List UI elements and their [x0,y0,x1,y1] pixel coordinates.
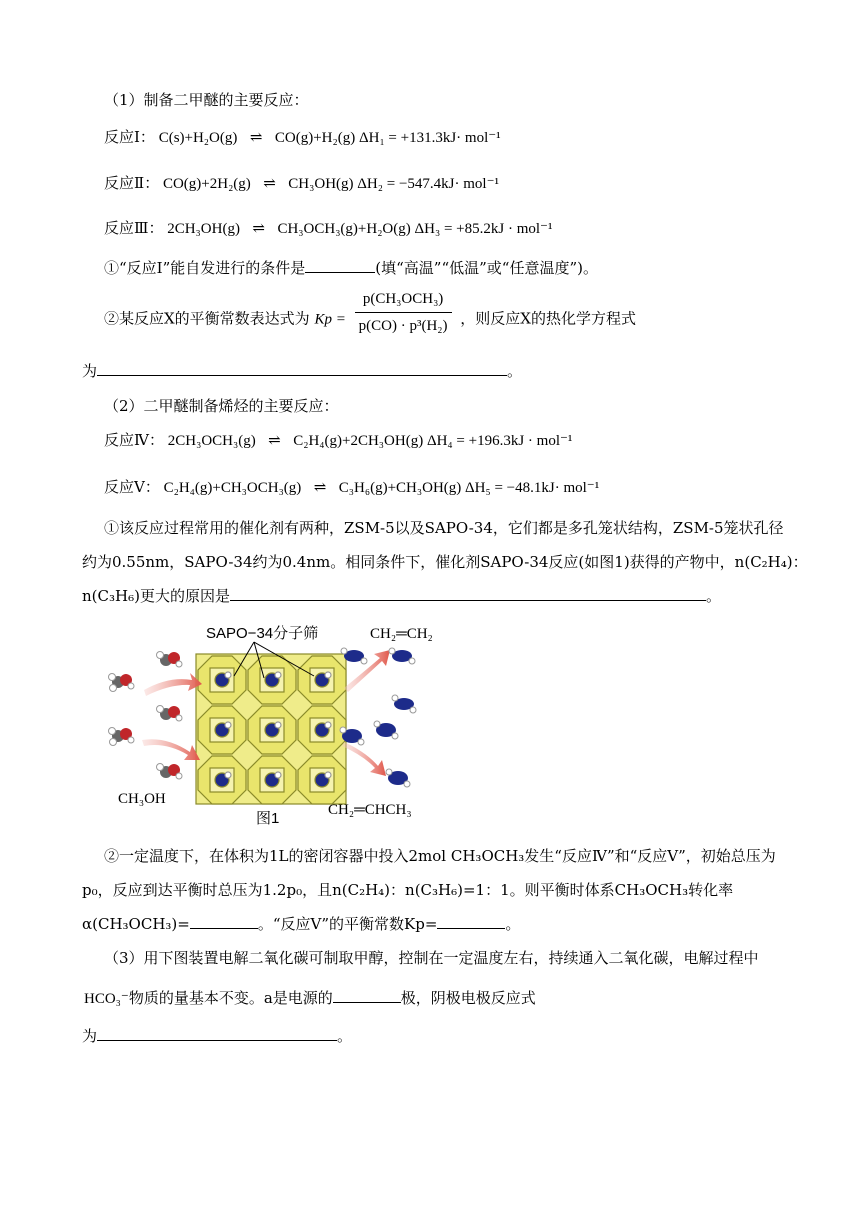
figure-sapo34-molecular-sieve [104,618,464,828]
methanol-label: CH₃OH [118,791,166,807]
reaction-2-enthalpy: ΔH₂ = −547.4kJ· mol⁻¹ [357,176,499,192]
reaction-1-enthalpy: ΔH₁ = +131.3kJ· mol⁻¹ [358,130,501,146]
reaction-1-right: CO(g)+H₂(g) [274,130,356,146]
sieve-cages [196,654,346,804]
bicarbonate-ion: HCO₃⁻ [84,991,129,1007]
section2-heading: （2）二甲醚制备烯烃的主要反应： [104,397,339,415]
section1-heading: （1）制备二甲醚的主要反应： [104,91,309,109]
sieve-label: SAPO−34分子筛 [206,625,319,642]
question-2b-kp: 。“反应Ⅴ”的平衡常数Kp= [257,915,438,933]
question-2b-line1: ②一定温度下，在体积为1L的密闭容器中投入2mol CH₃OCH₃发生“反应Ⅳ”和“反应Ⅴ”，初始总压为 [104,847,776,865]
section3-post: 极，阴极电极反应式 [400,989,536,1007]
reaction-5 [104,478,599,498]
section3-end: 。 [337,1027,353,1045]
trapped-molecule-h [225,722,231,728]
section3-line2 [84,988,536,1009]
reaction-2-right: CH₃OH(g) [288,176,354,192]
reaction-3-label: 反应Ⅲ： [104,221,164,237]
reaction-3 [104,219,552,239]
trapped-molecule-h [325,772,331,778]
question-2b-alpha: α(CH₃OCH₃)= [82,915,190,933]
trapped-molecule-h [225,672,231,678]
trapped-molecule-h [275,672,281,678]
question-2b-end: 。 [505,915,521,933]
answer-blank-thermo-equation[interactable] [97,361,507,376]
methanol-molecules [109,652,183,780]
equilibrium-arrow-icon: ⇌ [268,433,281,449]
answer-blank-spontaneous[interactable] [305,258,375,273]
answer-blank-electrode[interactable] [333,988,401,1003]
sieve-diagram [104,618,464,828]
equilibrium-arrow-icon: ⇌ [313,480,327,496]
reaction-5-right: C₃H₆(g)+CH₃OH(g) [338,480,462,496]
reaction-5-label: 反应Ⅴ： [104,480,160,496]
kp-fraction [355,288,452,337]
equilibrium-arrow-icon: ⇌ [263,176,276,192]
ethylene-label: CH₂═CH₂ [370,626,433,642]
reaction-1 [104,128,501,148]
equilibrium-arrow-icon: ⇌ [249,130,263,146]
trapped-molecule-h [275,722,281,728]
section3-prefix: 为 [82,1027,98,1045]
question-2b-line2: p₀，反应到达平衡时总压为1.2p₀，且n(C₂H₄)：n(C₃H₆)=1：1。则平衡时体系CH₃OCH₃转化率 [82,881,734,899]
trapped-molecule-h [275,772,281,778]
kp-denominator: p(CO) · p³(H₂) [358,318,448,334]
question-1b-prefix: 为 [82,362,98,380]
answer-blank-kp[interactable] [437,914,505,929]
kp-numerator: p(CH₃OCH₃) [355,288,452,313]
answer-blank-conversion[interactable] [190,914,258,929]
question-2a-line3 [82,586,721,606]
kp-symbol: Kp = [314,311,346,328]
question-1b-text: ②某反应X的平衡常数表达式为 [104,309,310,328]
reaction-3-left: 2CH₃OH(g) [167,221,240,237]
question-2a-prefix: n(C₃H₆)更大的原因是 [82,587,230,605]
reaction-3-right: CH₃OCH₃(g)+H₂O(g) [277,221,411,237]
section3-mid: 物质的量基本不变。a是电源的 [128,989,333,1007]
section3-line3 [82,1026,352,1046]
reaction-2-left: CO(g)+2H₂(g) [162,176,251,192]
trapped-molecule-h [325,722,331,728]
reaction-1-left: C(s)+H₂O(g) [158,130,238,146]
figure-caption: 图1 [256,810,280,827]
question-1b [104,291,636,337]
question-1a-text: ①“反应Ⅰ”能自发进行的条件是 [104,259,306,277]
equilibrium-arrow-icon: ⇌ [252,221,265,237]
question-2b-line3 [82,914,520,934]
answer-blank-cathode-reaction[interactable] [97,1026,337,1041]
question-1a-hint: (填“高温”“低温”或“任意温度”)。 [375,259,598,277]
propene-label: CH₂═CHCH₃ [328,802,412,818]
reaction-2-label: 反应Ⅱ： [104,176,160,192]
reaction-4-right: C₂H₄(g)+2CH₃OH(g) [293,433,424,449]
reaction-4-label: 反应Ⅳ： [104,433,164,449]
trapped-molecule-h [225,772,231,778]
reaction-3-enthalpy: ΔH₃ = +85.2kJ · mol⁻¹ [414,221,553,237]
question-2a-line1: ①该反应过程常用的催化剂有两种，ZSM-5以及SAPO-34，它们都是多孔笼状结构，ZSM-5笼状孔径 [104,519,784,537]
reaction-1-label: 反应Ⅰ： [104,130,155,146]
question-1a [104,258,598,278]
reaction-5-enthalpy: ΔH₅ = −48.1kJ· mol⁻¹ [465,480,600,496]
question-1b-end: 。 [507,362,523,380]
section3-line1: （3）用下图装置电解二氧化碳可制取甲醇，控制在一定温度左右，持续通入二氧化碳，电解过程中 [104,949,759,967]
answer-blank-ratio-reason[interactable] [230,586,706,601]
reaction-4 [104,431,572,451]
question-1b-answer-line [82,361,522,381]
trapped-molecule-h [325,672,331,678]
product-arrows [342,650,390,776]
question-2a-line2: 约为0.55nm，SAPO-34约为0.4nm。相同条件下，催化剂SAPO-34反应(如图1)获得的产物中，n(C₂H₄)： [82,553,808,571]
reaction-4-left: 2CH₃OCH₃(g) [167,433,256,449]
question-1b-text-2: ，则反应X的热化学方程式 [460,309,636,328]
reaction-2 [104,174,499,194]
reaction-5-left: C₂H₄(g)+CH₃OCH₃(g) [163,480,302,496]
reaction-4-enthalpy: ΔH₄ = +196.3kJ · mol⁻¹ [426,433,573,449]
question-2a-end: 。 [705,587,721,605]
